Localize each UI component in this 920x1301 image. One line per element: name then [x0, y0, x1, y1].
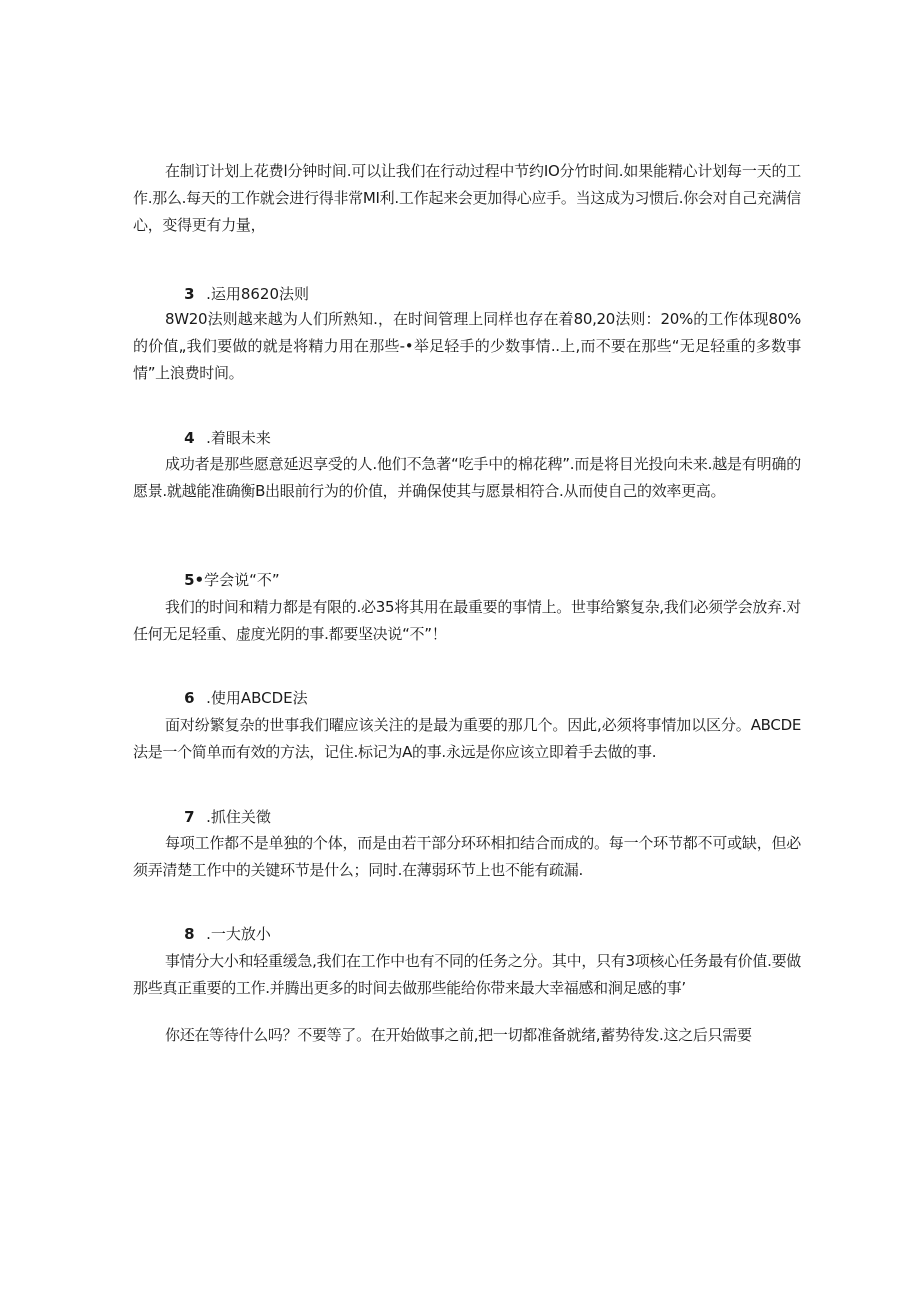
heading-3-number: 3 [184, 285, 195, 303]
heading-8-number: 8 [184, 925, 195, 943]
heading-8-text: .一大放小 [206, 925, 271, 943]
paragraph-future: 成功者是那些愿意延迟享受的人.他们不急著“吃手中的棉花稗”.而是将目光投向未来.越是有明确的愿景.就越能准确衡B出眼前行为的价值，并确保使其与愿景相符合.从而使自己的效率更高。 [133, 455, 801, 500]
paragraph-say-no: 我们的时间和精力都是有限的.必35将其用在最重要的事情上。世事给繁复杂,我们必须学会放弃.对任何无足轻重、虚度光阴的事.都要坚决说“不”！ [133, 598, 801, 643]
paragraph-priorities: 事情分大小和轻重缓急,我们在工作中也有不同的任务之分。其中，只有3项核心任务最有价值.要做那些真正重要的工作.并腾出更多的时间去做那些能给你带来最大幸福感和涧足感的事’ [133, 952, 801, 997]
paragraph-abcde: 面对纷繁复杂的世事我们曜应该关注的是最为重要的那几个。因此,必须将事情加以区分。ABCDE法是一个简单而有效的方法，记住.标记为A的事.永远是你应该立即着手去做的事. [133, 716, 801, 761]
paragraph-closing: 你还在等待什么吗？不要等了。在开始做事之前,把一切都准备就绪,蓄势待发.这之后只需要 [165, 1026, 752, 1044]
heading-6-text: .使用ABCDE法 [206, 689, 308, 707]
paragraph-planning: 在制订计划上花费l分钟时间.可以让我们在行动过程中节约IO分竹时间.如果能精心计划每一天的工作.那么.每天的工作就会进行得非常MI利.工作起来会更加得心应手。当这成为习惯后.你会对自己充满信心，变得更有力量， [133, 162, 801, 234]
heading-4-text: .着眼未来 [206, 429, 271, 447]
heading-3-text: .运用8620法则 [206, 285, 310, 303]
heading-6-number: 6 [184, 689, 195, 707]
heading-7-number: 7 [184, 808, 195, 826]
heading-4-number: 4 [184, 429, 195, 447]
heading-5-text: 学会说“不” [204, 571, 280, 589]
heading-5-number: 5• [184, 571, 205, 589]
heading-7-text: .抓住关徵 [206, 808, 271, 826]
paragraph-80-20: 8W20法则越来越为人们所熟知.，在时间管理上同样也存在着80,20法则：20%的工作体现80%的价值„我们要做的就是将精力用在那些-•举足轻手的少数事情..上,而不要在那些“无足轻重的多数事情”上浪费时间。 [133, 310, 801, 382]
paragraph-key-links: 每项工作都不是单独的个体，而是由若干部分环环相扣结合而成的。每一个环节都不可或缺，但必须弄清楚工作中的关键环节是什么；同时.在薄弱环节上也不能有疏漏. [133, 834, 801, 879]
